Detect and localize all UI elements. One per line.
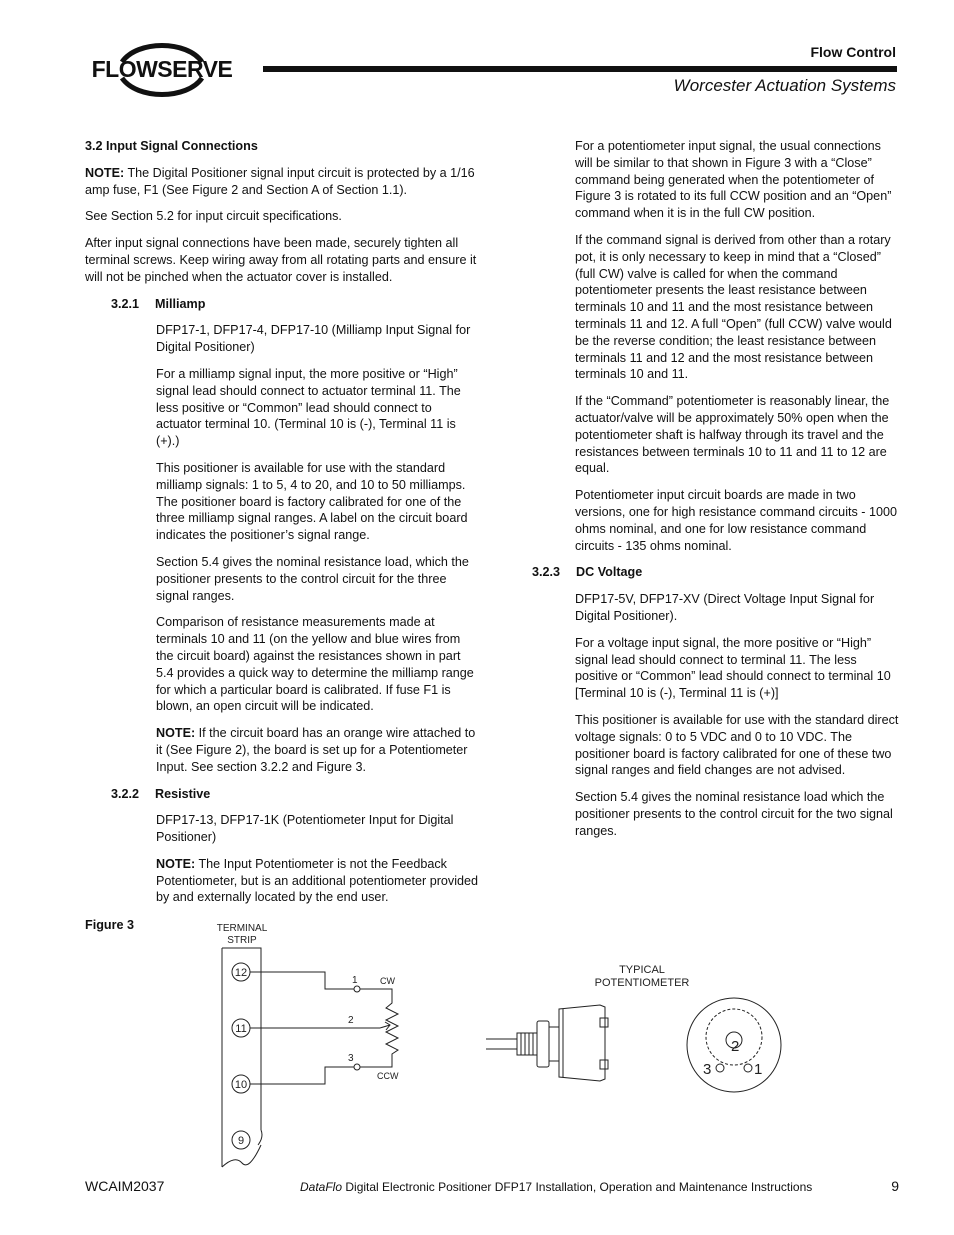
potentiometer-face-view bbox=[687, 998, 781, 1092]
terminal-strip-label: STRIP bbox=[227, 935, 257, 946]
paragraph: If the “Command” potentiometer is reasonably linear, the actuator/valve will be approximately 50% open when the potentiometer shaft is halfway through its travel and the resistances between terminals 10 to 11 and 11 to 12 are equal. bbox=[575, 394, 890, 476]
division-title: Flow Control bbox=[810, 44, 896, 60]
pot-pin-2-label: 2 bbox=[348, 1015, 354, 1026]
subsection-heading bbox=[111, 296, 480, 313]
logo-text: FLOWSERVE bbox=[91, 56, 233, 82]
header-subtitle: Worcester Actuation Systems bbox=[673, 76, 896, 95]
paragraph: For a potentiometer input signal, the usual connections will be similar to that shown in Figure 3 with a “Close” command being generated when the potentiometer of Figure 3 is rotated to its full CCW position and an “Open” command when it is in the full CW position. bbox=[575, 139, 892, 221]
note-paragraph bbox=[156, 856, 480, 906]
face-pin-3: 3 bbox=[703, 1061, 712, 1078]
product-name: DataFlo bbox=[300, 1180, 343, 1194]
ccw-label: CCW bbox=[377, 1071, 399, 1081]
wire-10 bbox=[250, 1067, 354, 1084]
face-pin-1: 1 bbox=[754, 1061, 763, 1078]
right-column bbox=[532, 138, 900, 849]
terminal-9 bbox=[232, 1131, 250, 1149]
svg-text:11: 11 bbox=[235, 1023, 247, 1035]
typical-label: POTENTIOMETER bbox=[594, 977, 690, 989]
subsection-number: 3.2.2 bbox=[111, 786, 140, 801]
paragraph: For a voltage input signal, the more positive or “High” signal lead should connect to terminal 11. The less positive or “Common” lead should connect to terminal 10 [Terminal 10 is (-), Terminal 11 is (+)] bbox=[575, 635, 891, 701]
note-paragraph bbox=[85, 165, 480, 199]
wiper-arrow bbox=[380, 1022, 390, 1030]
terminal-10 bbox=[232, 1075, 250, 1093]
flowserve-logo bbox=[82, 38, 242, 100]
note-label: NOTE: bbox=[85, 165, 125, 180]
face-pin-2: 2 bbox=[731, 1038, 740, 1055]
figure-label: Figure 3 bbox=[85, 918, 134, 932]
doc-number: WCAIM2037 bbox=[85, 1178, 165, 1194]
paragraph: DFP17-13, DFP17-1K (Potentiometer Input for Digital Positioner) bbox=[156, 813, 454, 845]
svg-text:9: 9 bbox=[237, 1135, 245, 1147]
svg-text:12: 12 bbox=[234, 967, 248, 979]
header-rule bbox=[263, 66, 897, 72]
svg-text:10: 10 bbox=[234, 1079, 248, 1091]
subsection-number: 3.2.1 bbox=[111, 296, 140, 311]
paragraph: Potentiometer input circuit boards are made in two versions, one for high resistance command circuits - 1000 ohms nominal, and one for low resistance command circuits - 135 ohms nominal. bbox=[575, 488, 897, 553]
paragraph: See Section 5.2 for input circuit specifications. bbox=[85, 209, 342, 224]
pot-pin-1-label: 1 bbox=[352, 975, 358, 986]
terminal-12 bbox=[232, 963, 250, 981]
paragraph: This positioner is available for use with the standard direct voltage signals: 0 to 5 VDC and 0 to 10 VDC. The positioner board is factory calibrated for one of these two signal ranges and field changes are not advised. bbox=[575, 712, 899, 778]
note-text: If the circuit board has an orange wire attached to it (See Figure 2), the board is set up for a Potentiometer Input. See section 3.2.2 and Figure 3. bbox=[156, 726, 476, 774]
note-label: NOTE: bbox=[156, 856, 196, 871]
subsection-title: DC Voltage bbox=[576, 565, 643, 580]
paragraph: If the command signal is derived from other than a rotary pot, it is only necessary to keep in mind that a “Closed” (full CW) valve is called for when the command potentiometer presents the least resistance between terminals 10 and 11 and the most resistance between terminals 11 and 12. A full “Open” (full CCW) valve would be the reverse condition; the least resistance between terminals 11 and 12 and the most resistance between terminals 10 and 11. bbox=[575, 232, 892, 382]
footer-title bbox=[300, 1180, 812, 1194]
left-column bbox=[85, 138, 480, 916]
wire-12 bbox=[250, 972, 354, 989]
paragraph: Section 5.4 gives the nominal resistance load, which the positioner presents to the control circuit for the three signal ranges. bbox=[156, 554, 469, 603]
note-text: The Digital Positioner signal input circuit is protected by a 1/16 amp fuse, F1 (See Figure 2 and Section A of Section 1.1). bbox=[85, 165, 475, 197]
typical-label: TYPICAL bbox=[619, 964, 665, 976]
section-title: 3.2 Input Signal Connections bbox=[85, 139, 258, 153]
note-label: NOTE: bbox=[156, 726, 196, 741]
subsection-title: Resistive bbox=[155, 786, 211, 801]
terminal-11 bbox=[232, 1019, 250, 1037]
footer-title-text: Digital Electronic Positioner DFP17 Installation, Operation and Maintenance Instructions bbox=[342, 1180, 813, 1194]
paragraph: DFP17-5V, DFP17-XV (Direct Voltage Input Signal for Digital Positioner). bbox=[575, 592, 875, 623]
pot-pin-1 bbox=[354, 986, 360, 992]
paragraph: DFP17-1, DFP17-4, DFP17-10 (Milliamp Input Signal for Digital Positioner) bbox=[156, 323, 471, 355]
subsection-title: Milliamp bbox=[155, 296, 206, 311]
paragraph: This positioner is available for use with the standard milliamp signals: 1 to 5, 4 to 20, and 10 to 50 milliamps. The positioner board is factory calibrated for one of the three milliamp signal ranges. A label on the circuit board indicates the positioner’s signal range. bbox=[156, 460, 468, 543]
terminal-strip-label: TERMINAL bbox=[216, 923, 268, 934]
subsection-heading bbox=[532, 564, 900, 581]
note-text: The Input Potentiometer is not the Feedback Potentiometer, but is an additional potentiometer provided by and externally located by the end user. bbox=[156, 856, 479, 905]
paragraph: Section 5.4 gives the nominal resistance load which the positioner presents to the control circuit for the two signal ranges. bbox=[575, 790, 893, 838]
paragraph: Comparison of resistance measurements made at terminals 10 and 11 (on the yellow and blue wires from the circuit board) against the resistances shown in part 5.4 provides a quick way to determine the milliamp range for which a particular board is calibrated. If fuse F1 is blown, an open circuit will be indicated. bbox=[156, 615, 474, 714]
cw-label: CW bbox=[380, 976, 395, 986]
potentiometer-side-view bbox=[486, 1005, 608, 1081]
paragraph: For a milliamp signal input, the more positive or “High” signal lead should connect to actuator terminal 11. The less positive or “Common” lead should connect to actuator terminal 10. (Terminal 10 is (-), Terminal 11 is (+).) bbox=[156, 366, 461, 449]
pot-pin-3-label: 3 bbox=[348, 1053, 354, 1064]
paragraph: After input signal connections have been made, securely tighten all terminal screws. Keep wiring away from all rotating parts and ensure it will not be pinched when the actuator cover is installed. bbox=[85, 236, 477, 284]
page-number: 9 bbox=[891, 1178, 899, 1194]
wiring-diagram bbox=[180, 915, 763, 1170]
note-paragraph bbox=[156, 725, 480, 775]
subsection-number: 3.2.3 bbox=[532, 565, 561, 580]
pot-pin-3 bbox=[354, 1064, 360, 1070]
subsection-heading bbox=[111, 786, 480, 803]
